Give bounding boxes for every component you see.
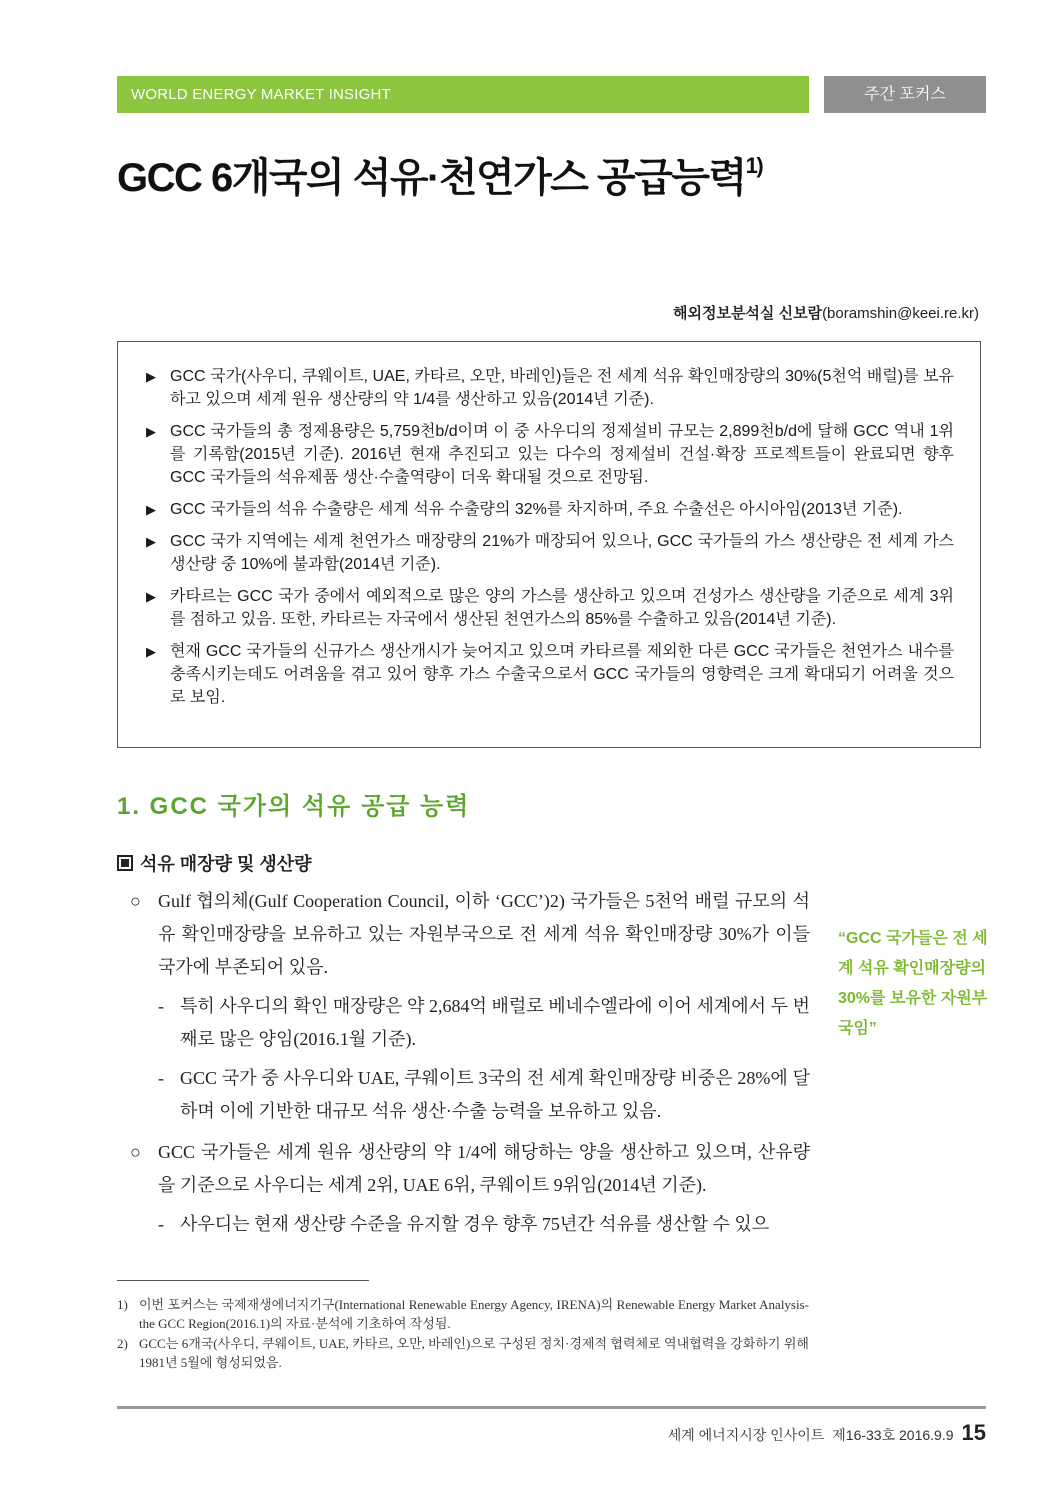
summary-box [117, 341, 981, 748]
summary-item [146, 498, 954, 521]
subsection-heading-text: 석유 매장량 및 생산량 [140, 854, 312, 874]
footnote-number: 2) [117, 1336, 128, 1351]
body-text [130, 885, 810, 1247]
summary-text: 카타르는 GCC 국가 중에서 예외적으로 많은 양의 가스를 생산하고 있으며 건성가스 생산량을 기준으로 세계 3위를 점하고 있음. 또한, 카타르는 자국에서 생산된 천연가스의 85%를 수출하고 있음(2014년 기준). [170, 588, 954, 628]
dash-item [158, 1062, 810, 1128]
sidebar-pull-quote: “GCC 국가들은 전 세계 석유 확인매장량의 30%를 보유한 자원부국임” [838, 930, 988, 1037]
circle-bullet-icon: ○ [130, 891, 141, 911]
paragraph-text: GCC 국가들은 세계 원유 생산량의 약 1/4에 해당하는 양을 생산하고 있으며, 산유량을 기준으로 사우디는 세계 2위, UAE 6위, 쿠웨이트 9위임(2014년 기준). [158, 1142, 810, 1195]
summary-text: GCC 국가들의 석유 수출량은 세계 석유 수출량의 32%를 차지하며, 주요 수출선은 아시아임(2013년 기준). [170, 501, 903, 518]
footnote-text: GCC는 6개국(사우디, 쿠웨이트, UAE, 카타르, 오만, 바레인)으로 구성된 정치·경제적 협력체로 역내협력을 강화하기 위해 1981년 5월에 형성되었음. [139, 1336, 809, 1370]
page-footer [668, 1420, 986, 1446]
page-title [117, 146, 762, 203]
dash-item [158, 990, 810, 1056]
dash-marker: - [158, 1214, 164, 1234]
footnote-number: 1) [117, 1297, 128, 1312]
footnotes [117, 1295, 809, 1373]
publication-name: 세계 에너지시장 인사이트 [667, 1427, 825, 1443]
summary-text: GCC 국가 지역에는 세계 천연가스 매장량의 21%가 매장되어 있으나, GCC 국가들의 가스 생산량은 전 세계 가스 생산량 중 10%에 불과함(2014년 기준). [170, 533, 954, 573]
author-email[interactable]: (boramshin@keei.re.kr) [822, 305, 979, 322]
footnote-divider [117, 1280, 369, 1281]
footnote-text: 이번 포커스는 국제재생에너지기구(International Renewable Energy Agency, IRENA)의 Renewable Energy Market Analysis-the GCC Region(2016.1)의 자료·분석에 기초하여 작성됨. [139, 1297, 809, 1331]
dash-text: 특히 사우디의 확인 매장량은 약 2,684억 배럴로 베네수엘라에 이어 세계에서 두 번째로 많은 양임(2016.1월 기준). [180, 996, 810, 1049]
footer-divider [117, 1406, 986, 1409]
issue-info: 제16-33호 2016.9.9 [832, 1427, 954, 1443]
paragraph-text: Gulf 협의체(Gulf Cooperation Council, 이하 ‘GCC’)2) 국가들은 5천억 배럴 규모의 석유 확인매장량을 보유하고 있는 자원부국으로 전 세계 석유 확인매장량 30%가 이들 국가에 부존되어 있음. [158, 891, 810, 977]
header-section-tag [824, 76, 986, 113]
summary-item [146, 365, 954, 411]
summary-item [146, 530, 954, 576]
circle-bullet-icon: ○ [130, 1142, 141, 1162]
dash-marker: - [158, 1068, 164, 1088]
subsection-heading [117, 850, 312, 876]
triangle-bullet-icon: ▶ [146, 534, 156, 549]
circle-bullet-paragraph [130, 885, 810, 984]
footnote [117, 1295, 809, 1333]
summary-item [146, 640, 954, 709]
dash-text: 사우디는 현재 생산량 수준을 유지할 경우 향후 75년간 석유를 생산할 수 있으 [180, 1214, 770, 1234]
footnote [117, 1334, 809, 1372]
author-line [673, 302, 979, 323]
header-series-bar [117, 76, 809, 113]
section-tag-label: 주간 포커스 [864, 86, 946, 103]
summary-item [146, 420, 954, 489]
summary-item [146, 585, 954, 631]
section-heading: 1. GCC 국가의 석유 공급 능력 [117, 793, 471, 820]
circle-bullet-paragraph [130, 1136, 810, 1202]
triangle-bullet-icon: ▶ [146, 589, 156, 604]
square-bullet-icon [117, 855, 133, 871]
triangle-bullet-icon: ▶ [146, 424, 156, 439]
summary-text: GCC 국가(사우디, 쿠웨이트, UAE, 카타르, 오만, 바레인)들은 전 세계 석유 확인매장량의 30%(5천억 배럴)를 보유하고 있으며 세계 원유 생산량의 약 1/4를 생산하고 있음(2014년 기준). [170, 368, 954, 408]
header-series-label: WORLD ENERGY MARKET INSIGHT [131, 86, 391, 103]
title-text: GCC 6개국의 석유·천연가스 공급능력 [117, 156, 746, 200]
page-number: 15 [961, 1420, 986, 1445]
triangle-bullet-icon: ▶ [146, 644, 156, 659]
dash-item [158, 1208, 810, 1241]
title-footnote-ref[interactable]: 1) [745, 152, 763, 178]
author-name: 해외정보분석실 신보람 [672, 305, 823, 322]
triangle-bullet-icon: ▶ [146, 369, 156, 384]
dash-text: GCC 국가 중 사우디와 UAE, 쿠웨이트 3국의 전 세계 확인매장량 비중은 28%에 달하며 이에 기반한 대규모 석유 생산·수출 능력을 보유하고 있음. [180, 1068, 810, 1121]
triangle-bullet-icon: ▶ [146, 502, 156, 517]
dash-marker: - [158, 996, 164, 1016]
summary-text: GCC 국가들의 총 정제용량은 5,759천b/d이며 이 중 사우디의 정제설비 규모는 2,899천b/d에 달해 GCC 역내 1위를 기록함(2015년 기준). 2016년 현재 추진되고 있는 다수의 정제설비 건설·확장 프로젝트들이 완료되면 향후 GCC 국가들의 석유제품 생산·수출역량이 더욱 확대될 것으로 전망됨. [170, 423, 954, 486]
summary-text: 현재 GCC 국가들의 신규가스 생산개시가 늦어지고 있으며 카타르를 제외한 다른 GCC 국가들은 천연가스 내수를 충족시키는데도 어려움을 겪고 있어 향후 가스 수출국으로서 GCC 국가들의 영향력은 크게 확대되기 어려울 것으로 보임. [170, 643, 954, 706]
